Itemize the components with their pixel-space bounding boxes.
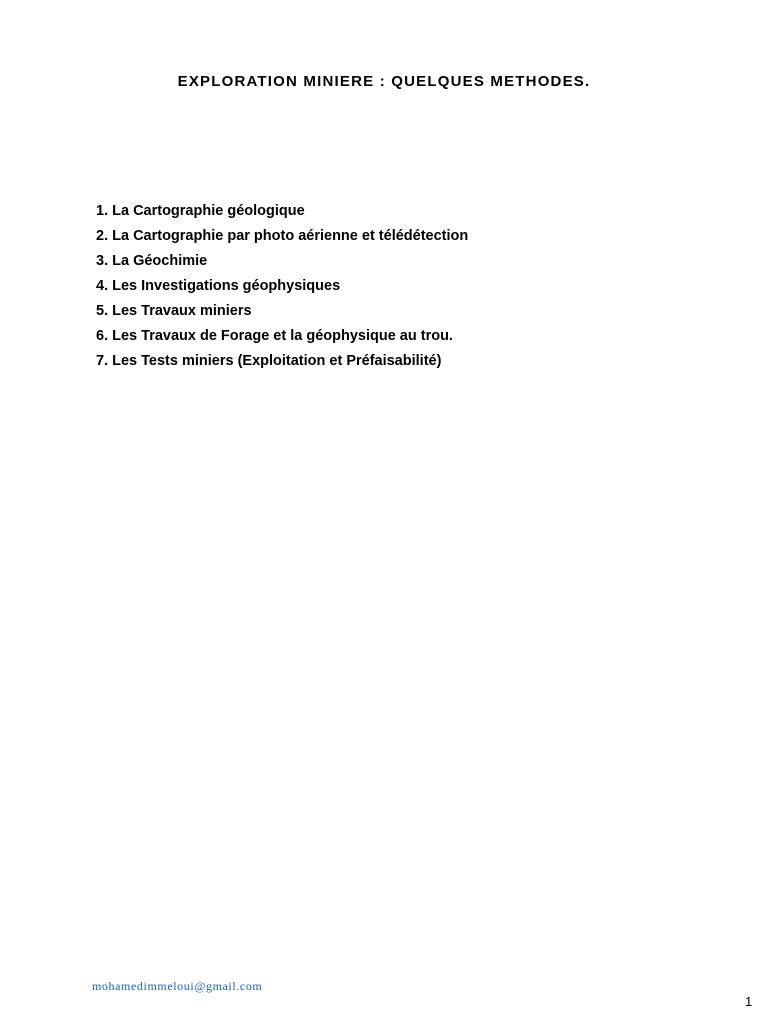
list-item: 5. Les Travaux miniers [96, 303, 252, 319]
list-item: 1. La Cartographie géologique [96, 203, 305, 219]
list-item: 6. Les Travaux de Forage et la géophysique au trou. [96, 328, 453, 344]
page-title: EXPLORATION MINIERE : QUELQUES METHODES. [177, 73, 591, 90]
list-item: 7. Les Tests miniers (Exploitation et Préfaisabilité) [96, 353, 442, 369]
list-item: 2. La Cartographie par photo aérienne et télédétection [96, 228, 469, 244]
footer-email-link[interactable]: mohamedimmeloui@gmail.com [92, 979, 263, 993]
page-number: 1 [745, 994, 753, 1009]
methods-list [96, 199, 468, 374]
list-item: 3. La Géochimie [96, 253, 208, 269]
list-item: 4. Les Investigations géophysiques [96, 278, 341, 294]
